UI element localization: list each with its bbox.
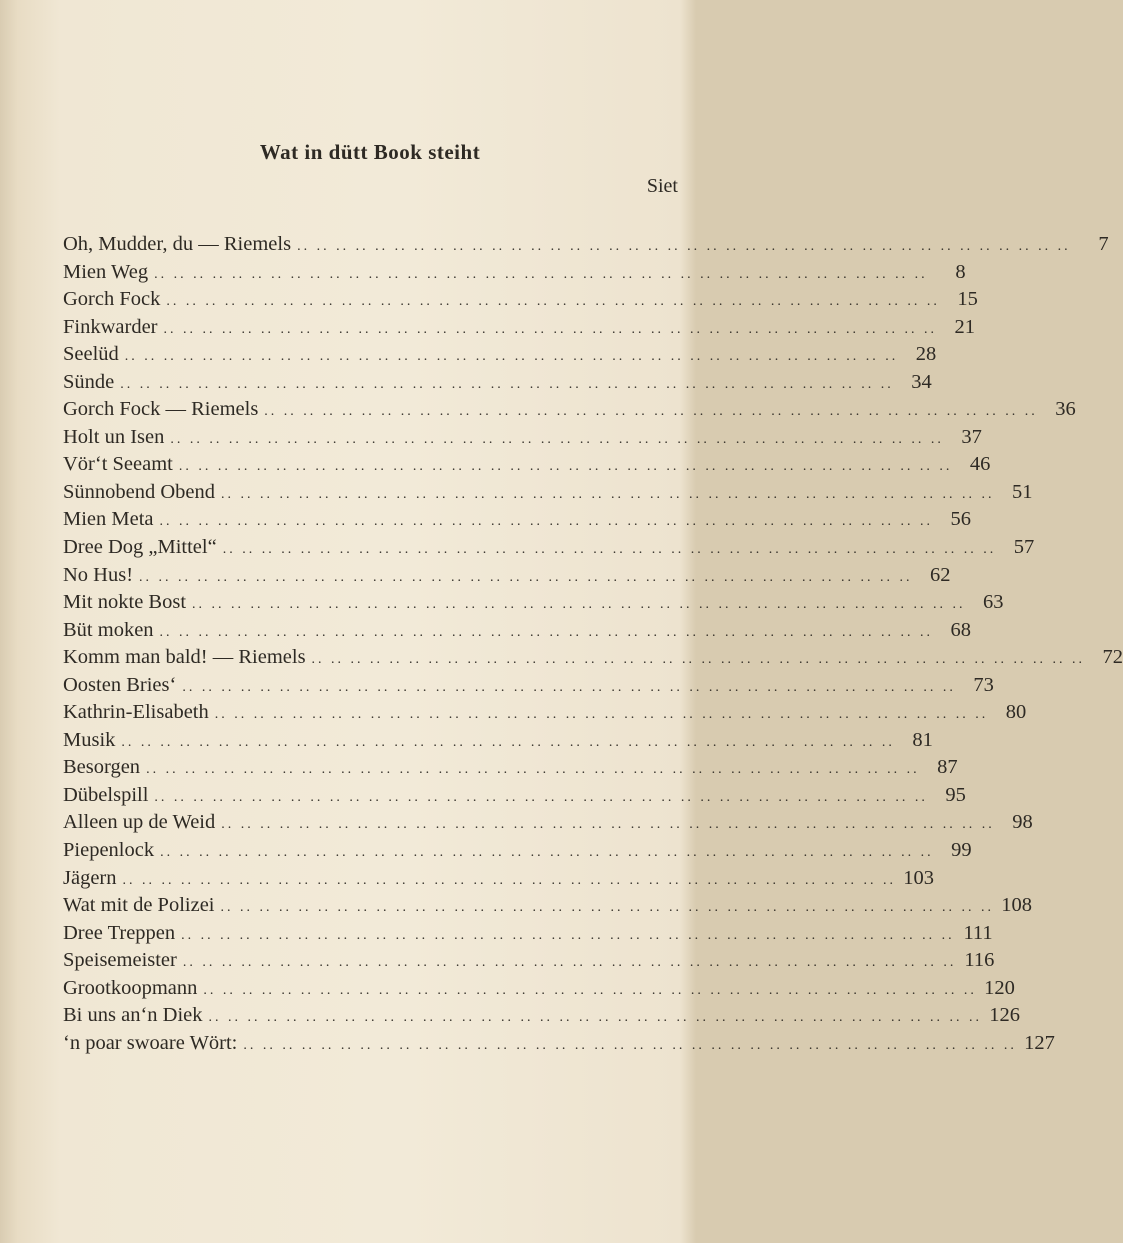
- entry-title: Piepenlock: [63, 839, 155, 862]
- dot-leader: .. .. .. .. .. .. .. .. .. .. .. .. .. .. .. .. .. .. .. .. .. .. .. .. .. .. .. .. .. .. .. .. .. .. .. .. .. .. .. ..: [181, 927, 955, 943]
- toc-entry: [63, 617, 972, 645]
- toc-entry: [63, 865, 935, 893]
- entry-page: 15: [957, 288, 978, 311]
- entry-title: Grootkoopmann: [63, 976, 198, 999]
- dot-leader: .. .. .. .. .. .. .. .. .. .. .. .. .. .. .. .. .. .. .. .. .. .. .. .. .. .. .. .. .. .. .. .. .. .. .. .. .. .. .. ..: [154, 266, 928, 282]
- entry-page: 126: [989, 1004, 1020, 1027]
- entry-title: Gorch Fock: [63, 288, 161, 311]
- toc-entry: [63, 672, 994, 700]
- entry-page: 28: [915, 343, 937, 366]
- dot-leader: .. .. .. .. .. .. .. .. .. .. .. .. .. .. .. .. .. .. .. .. .. .. .. .. .. .. .. .. .. .. .. .. .. .. .. .. .. .. .. ..: [192, 597, 966, 613]
- dot-leader: .. .. .. .. .. .. .. .. .. .. .. .. .. .. .. .. .. .. .. .. .. .. .. .. .. .. .. .. .. .. .. .. .. .. .. .. .. .. .. ..: [311, 652, 1086, 668]
- entry-title: Dree Dog „Mittel“: [63, 536, 217, 559]
- entry-title: Holt un Isen: [63, 425, 165, 448]
- dot-leader: .. .. .. .. .. .. .. .. .. .. .. .. .. .. .. .. .. .. .. .. .. .. .. .. .. .. .. .. .. .. .. .. .. .. .. .. .. .. .. ..: [297, 239, 1071, 254]
- toc-entry: [63, 1030, 1055, 1058]
- page-title: Wat in dütt Book steiht: [259, 140, 481, 164]
- entry-title: Oh, Mudder, du — Riemels: [63, 233, 292, 255]
- entry-title: Musik: [63, 728, 116, 751]
- dot-leader: .. .. .. .. .. .. .. .. .. .. .. .. .. .. .. .. .. .. .. .. .. .. .. .. .. .. .. .. .. .. .. .. .. .. .. .. .. .. .. ..: [220, 900, 994, 916]
- dot-leader: .. .. .. .. .. .. .. .. .. .. .. .. .. .. .. .. .. .. .. .. .. .. .. .. .. .. .. .. .. .. .. .. .. .. .. .. .. .. .. ..: [122, 872, 897, 888]
- toc-entry: [63, 424, 982, 452]
- toc-entry: [63, 782, 966, 810]
- dot-leader: .. .. .. .. .. .. .. .. .. .. .. .. .. .. .. .. .. .. .. .. .. .. .. .. .. .. .. .. .. .. .. .. .. .. .. .. .. .. .. ..: [203, 982, 977, 998]
- entry-title: Wat mit de Polizei: [63, 894, 215, 917]
- entry-page: 63: [983, 591, 1004, 614]
- entry-page: 68: [950, 618, 972, 641]
- toc-entry: [63, 1002, 1020, 1030]
- entry-title: Alleen up de Weid: [63, 811, 216, 834]
- entry-page: 103: [903, 866, 935, 889]
- entry-page: 56: [950, 508, 972, 531]
- entry-title: Mien Meta: [63, 508, 154, 531]
- entry-page: 37: [961, 425, 982, 448]
- entry-page: 81: [912, 728, 933, 751]
- toc-entry: [63, 369, 932, 397]
- entry-title: Bi uns an‘n Diek: [63, 1004, 203, 1027]
- dot-leader: .. .. .. .. .. .. .. .. .. .. .. .. .. .. .. .. .. .. .. .. .. .. .. .. .. .. .. .. .. .. .. .. .. .. .. .. .. .. .. ..: [182, 955, 957, 971]
- entry-page: 73: [973, 673, 994, 696]
- toc-entry: [63, 589, 1004, 617]
- entry-title: Finkwarder: [63, 315, 158, 338]
- toc-entry: [63, 534, 1035, 562]
- entry-title: Kathrin-Elisabeth: [63, 701, 209, 724]
- entry-page: 21: [954, 315, 976, 338]
- entry-title: Jägern: [63, 866, 117, 889]
- dot-leader: .. .. .. .. .. .. .. .. .. .. .. .. .. .. .. .. .. .. .. .. .. .. .. .. .. .. .. .. .. .. .. .. .. .. .. .. .. .. .. ..: [159, 624, 934, 640]
- dot-leader: .. .. .. .. .. .. .. .. .. .. .. .. .. .. .. .. .. .. .. .. .. .. .. .. .. .. .. .. .. .. .. .. .. .. .. .. .. .. .. ..: [163, 321, 938, 337]
- dot-leader: .. .. .. .. .. .. .. .. .. .. .. .. .. .. .. .. .. .. .. .. .. .. .. .. .. .. .. .. .. .. .. .. .. .. .. .. .. .. .. ..: [170, 431, 944, 447]
- entry-page: 8: [955, 260, 966, 283]
- entry-page: 108: [1001, 894, 1032, 917]
- entry-page: 116: [964, 949, 995, 972]
- toc-entry: [63, 396, 1076, 424]
- entry-title: Mit nokte Bost: [63, 591, 187, 614]
- table-of-contents: [63, 231, 1123, 1057]
- toc-entry: [63, 286, 978, 314]
- toc-entry: [63, 231, 1109, 259]
- entry-page: 87: [937, 756, 958, 779]
- entry-title: Oosten Bries‘: [63, 673, 177, 696]
- dot-leader: .. .. .. .. .. .. .. .. .. .. .. .. .. .. .. .. .. .. .. .. .. .. .. .. .. .. .. .. .. .. .. .. .. .. .. .. .. .. .. ..: [120, 376, 894, 392]
- entry-title: Dübelspill: [63, 783, 149, 806]
- entry-title: Sünnobend Obend: [63, 480, 216, 503]
- dot-leader: .. .. .. .. .. .. .. .. .. .. .. .. .. .. .. .. .. .. .. .. .. .. .. .. .. .. .. .. .. .. .. .. .. .. .. .. .. .. .. ..: [154, 789, 928, 805]
- dot-leader: .. .. .. .. .. .. .. .. .. .. .. .. .. .. .. .. .. .. .. .. .. .. .. .. .. .. .. .. .. .. .. .. .. .. .. .. .. .. .. ..: [264, 404, 1038, 420]
- entry-title: No Hus!: [63, 563, 134, 586]
- entry-title: Besorgen: [63, 756, 141, 779]
- entry-page: 62: [930, 563, 951, 586]
- toc-entry: [63, 479, 1033, 507]
- toc-entry: [63, 892, 1032, 920]
- toc-entry: [63, 562, 951, 590]
- entry-title: Dree Treppen: [63, 921, 176, 944]
- toc-entry: [63, 506, 972, 534]
- dot-leader: .. .. .. .. .. .. .. .. .. .. .. .. .. .. .. .. .. .. .. .. .. .. .. .. .. .. .. .. .. .. .. .. .. .. .. .. .. .. .. ..: [222, 542, 997, 558]
- toc-entry: [63, 644, 1123, 672]
- toc-entry: [63, 809, 1033, 837]
- entry-page: 111: [963, 921, 993, 944]
- dot-leader: .. .. .. .. .. .. .. .. .. .. .. .. .. .. .. .. .. .. .. .. .. .. .. .. .. .. .. .. .. .. .. .. .. .. .. .. .. .. .. ..: [178, 459, 953, 475]
- dot-leader: .. .. .. .. .. .. .. .. .. .. .. .. .. .. .. .. .. .. .. .. .. .. .. .. .. .. .. .. .. .. .. .. .. .. .. .. .. .. .. ..: [221, 486, 995, 502]
- dot-leader: .. .. .. .. .. .. .. .. .. .. .. .. .. .. .. .. .. .. .. .. .. .. .. .. .. .. .. .. .. .. .. .. .. .. .. .. .. .. .. ..: [121, 734, 895, 750]
- toc-entry: [63, 947, 995, 975]
- entry-title: Gorch Fock — Riemels: [63, 398, 259, 421]
- entry-page: 98: [1012, 811, 1033, 834]
- dot-leader: .. .. .. .. .. .. .. .. .. .. .. .. .. .. .. .. .. .. .. .. .. .. .. .. .. .. .. .. .. .. .. .. .. .. .. .. .. .. .. ..: [146, 762, 920, 778]
- dot-leader: .. .. .. .. .. .. .. .. .. .. .. .. .. .. .. .. .. .. .. .. .. .. .. .. .. .. .. .. .. .. .. .. .. .. .. .. .. .. .. ..: [160, 845, 934, 861]
- entry-title: Büt moken: [63, 618, 154, 641]
- entry-page: 99: [951, 839, 972, 862]
- dot-leader: .. .. .. .. .. .. .. .. .. .. .. .. .. .. .. .. .. .. .. .. .. .. .. .. .. .. .. .. .. .. .. .. .. .. .. .. .. .. .. ..: [139, 569, 913, 585]
- entry-title: Mien Weg: [63, 260, 149, 283]
- entry-page: 95: [945, 783, 966, 806]
- entry-title: Komm man bald! — Riemels: [63, 646, 306, 669]
- entry-page: 57: [1013, 536, 1035, 559]
- entry-page: 51: [1012, 480, 1033, 503]
- entry-title: Speisemeister: [63, 949, 177, 972]
- toc-entry: [63, 975, 1015, 1003]
- toc-entry: [63, 314, 976, 342]
- dot-leader: .. .. .. .. .. .. .. .. .. .. .. .. .. .. .. .. .. .. .. .. .. .. .. .. .. .. .. .. .. .. .. .. .. .. .. .. .. .. .. ..: [159, 514, 934, 530]
- entry-page: 127: [1024, 1031, 1055, 1054]
- toc-entry: [63, 754, 958, 782]
- entry-page: 72: [1102, 646, 1123, 669]
- entry-title: Seelüd: [63, 343, 119, 366]
- toc-entry: [63, 920, 993, 948]
- entry-title: Sünde: [63, 370, 115, 393]
- toc-entry: [63, 341, 937, 369]
- dot-leader: .. .. .. .. .. .. .. .. .. .. .. .. .. .. .. .. .. .. .. .. .. .. .. .. .. .. .. .. .. .. .. .. .. .. .. .. .. .. .. ..: [166, 294, 940, 310]
- entry-page: 7: [1098, 233, 1109, 255]
- dot-leader: .. .. .. .. .. .. .. .. .. .. .. .. .. .. .. .. .. .. .. .. .. .. .. .. .. .. .. .. .. .. .. .. .. .. .. .. .. .. .. ..: [214, 707, 989, 723]
- entry-page: 120: [984, 976, 1015, 999]
- entry-page: 34: [911, 370, 932, 393]
- entry-title: Vör‘t Seeamt: [63, 453, 173, 476]
- dot-leader: .. .. .. .. .. .. .. .. .. .. .. .. .. .. .. .. .. .. .. .. .. .. .. .. .. .. .. .. .. .. .. .. .. .. .. .. .. .. .. ..: [208, 1010, 982, 1026]
- entry-page: 80: [1005, 701, 1027, 724]
- page-column-label: Siet: [646, 175, 678, 197]
- entry-title: ‘n poar swoare Wört:: [63, 1031, 238, 1054]
- dot-leader: .. .. .. .. .. .. .. .. .. .. .. .. .. .. .. .. .. .. .. .. .. .. .. .. .. .. .. .. .. .. .. .. .. .. .. .. .. .. .. ..: [124, 349, 899, 365]
- toc-entry: [63, 727, 933, 755]
- dot-leader: .. .. .. .. .. .. .. .. .. .. .. .. .. .. .. .. .. .. .. .. .. .. .. .. .. .. .. .. .. .. .. .. .. .. .. .. .. .. .. ..: [182, 679, 956, 695]
- toc-entry: [63, 451, 991, 479]
- entry-page: 36: [1055, 398, 1076, 421]
- dot-leader: .. .. .. .. .. .. .. .. .. .. .. .. .. .. .. .. .. .. .. .. .. .. .. .. .. .. .. .. .. .. .. .. .. .. .. .. .. .. .. ..: [243, 1037, 1017, 1053]
- toc-entry: [63, 259, 966, 287]
- toc-entry: [63, 699, 1027, 727]
- dot-leader: .. .. .. .. .. .. .. .. .. .. .. .. .. .. .. .. .. .. .. .. .. .. .. .. .. .. .. .. .. .. .. .. .. .. .. .. .. .. .. ..: [221, 817, 995, 833]
- entry-page: 46: [969, 453, 991, 476]
- toc-entry: [63, 837, 972, 865]
